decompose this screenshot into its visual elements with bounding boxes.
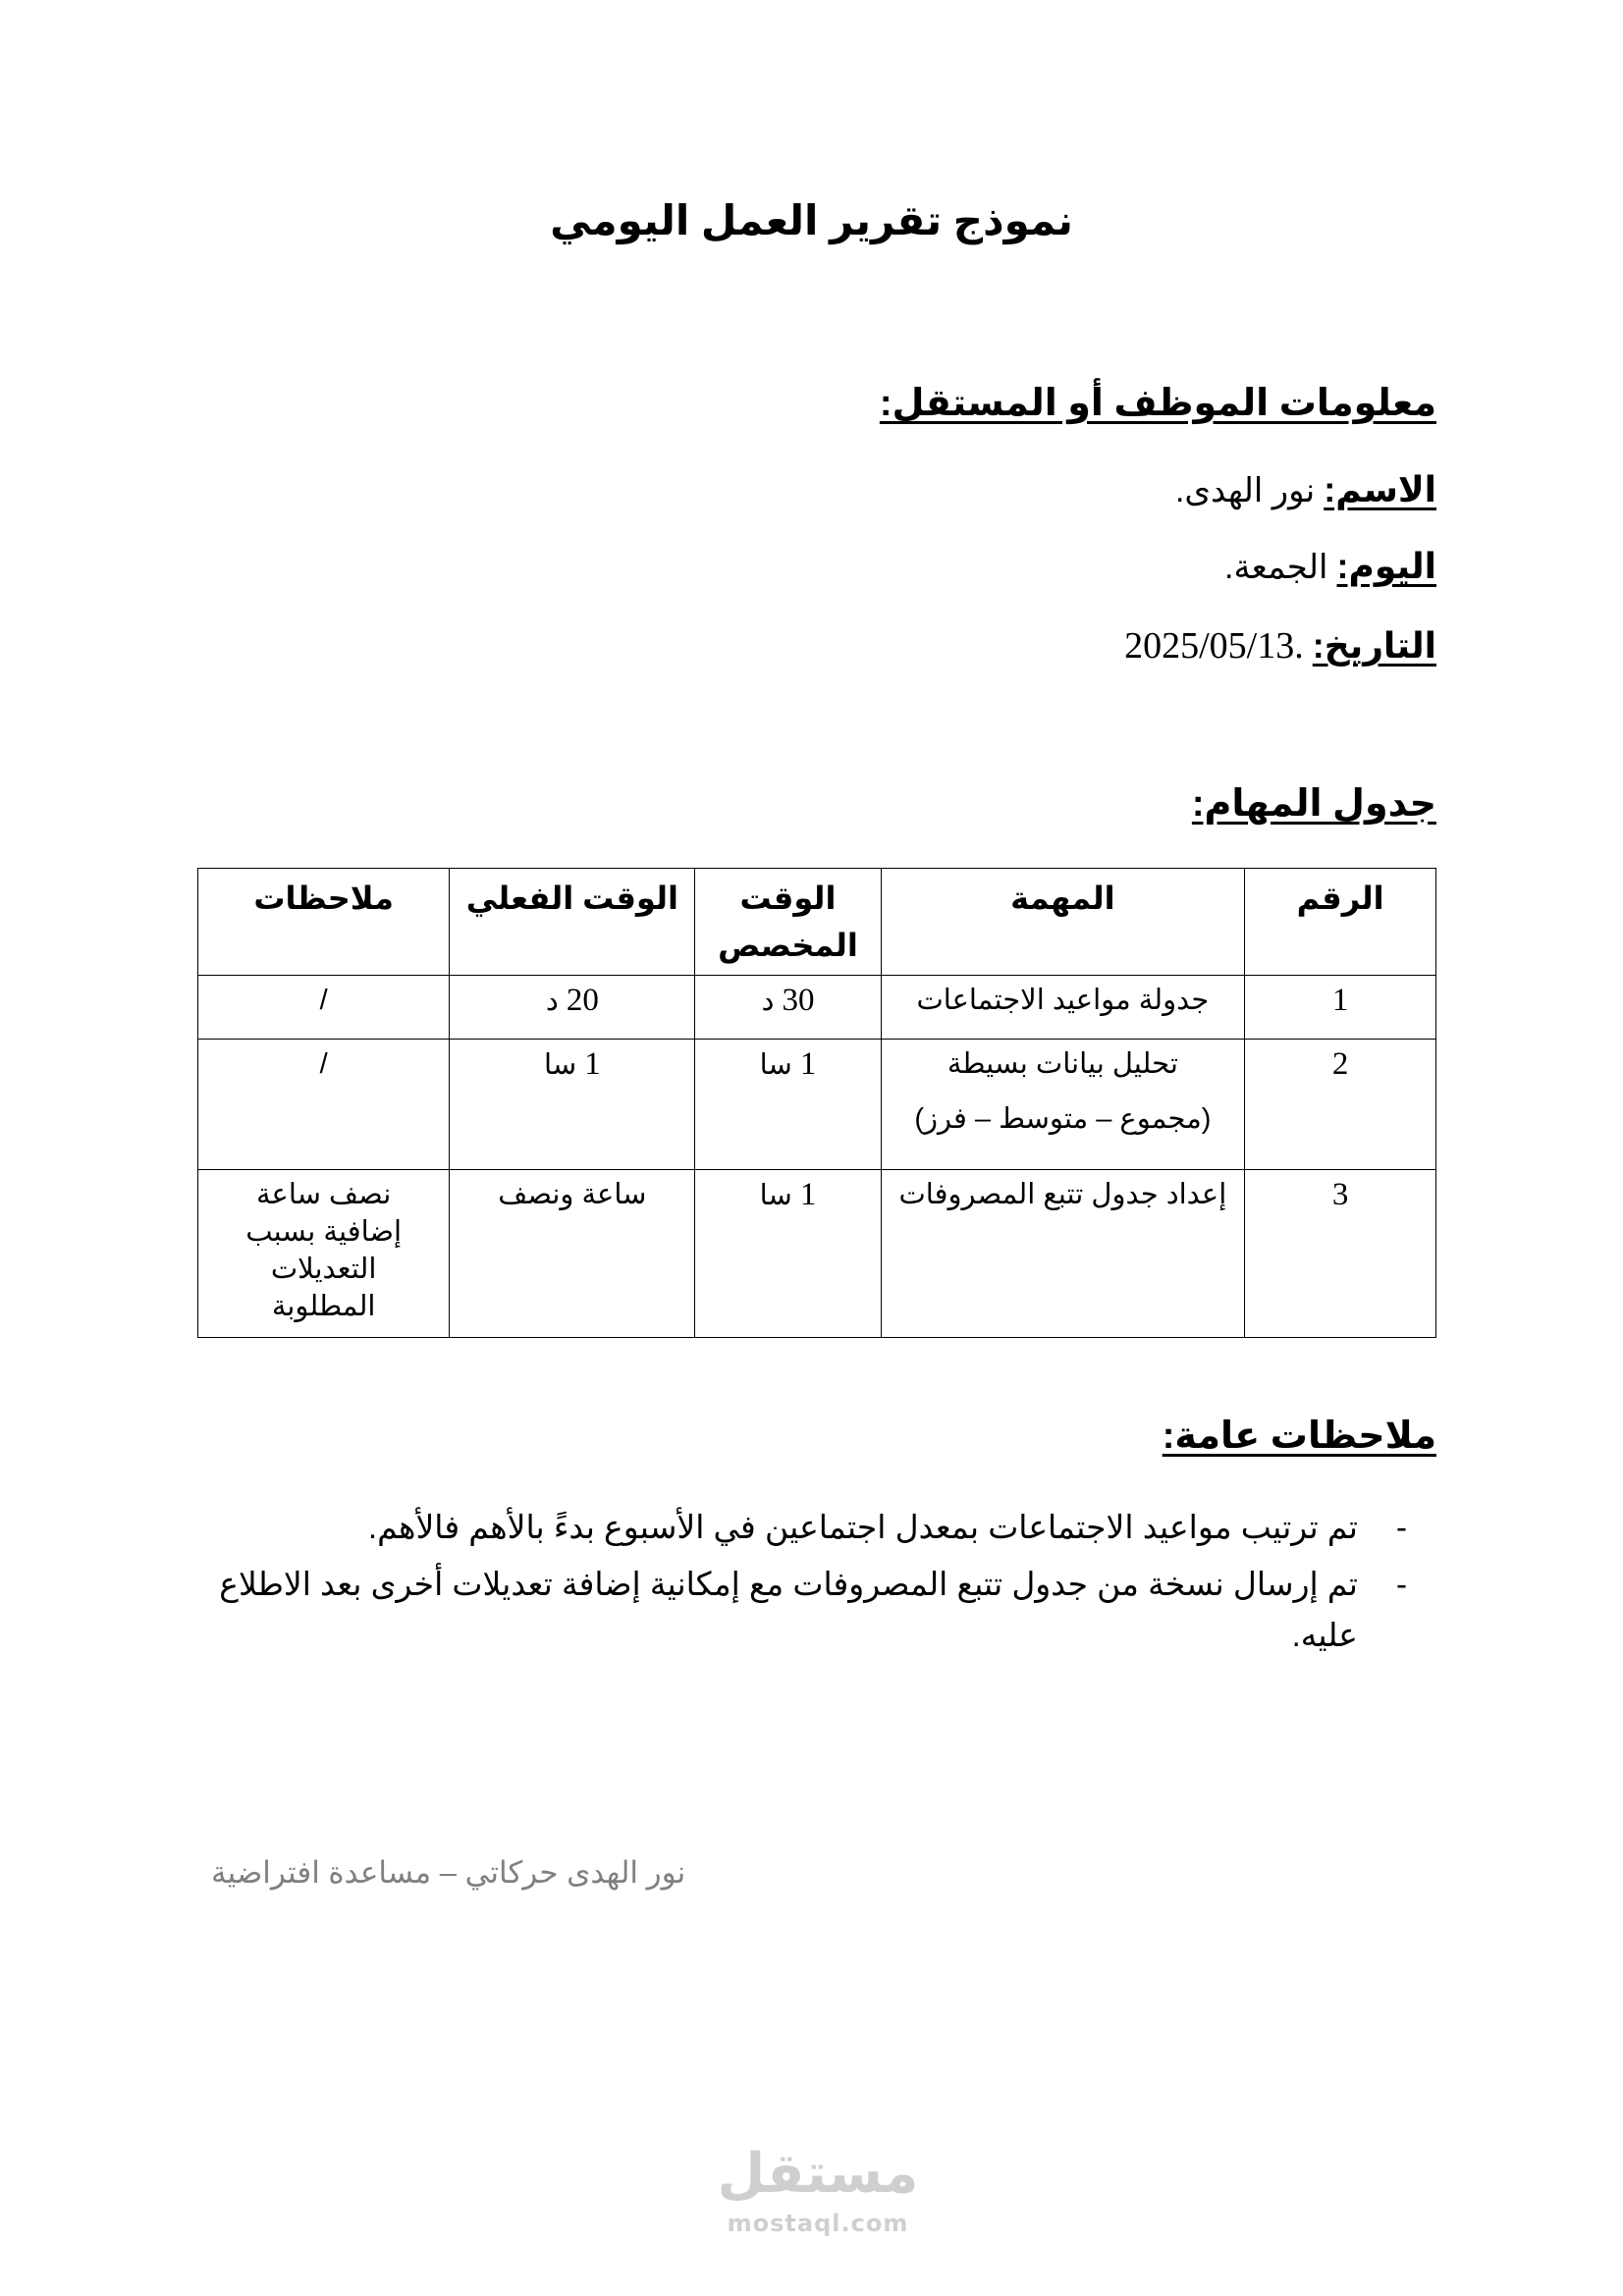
cell-task — [881, 1040, 1245, 1170]
header-actual-time: الوقت الفعلي — [450, 869, 695, 976]
note-text: تم إرسال نسخة من جدول تتبع المصروفات مع إمكانية إضافة تعديلات أخرى بعد الاطلاع عليه. — [219, 1566, 1358, 1653]
task-line1: تحليل بيانات بسيطة — [947, 1048, 1178, 1080]
table-row — [198, 976, 1436, 1040]
tasks-heading: جدول المهام: — [1191, 783, 1436, 825]
table-row — [198, 1040, 1436, 1170]
header-notes: ملاحظات — [198, 869, 450, 976]
table-header-row — [198, 869, 1436, 976]
header-allocated-line1: الوقت — [739, 881, 837, 916]
header-task: المهمة — [881, 869, 1245, 976]
day-value: الجمعة. — [1224, 549, 1328, 586]
cell-actual: ساعة ونصف — [450, 1170, 695, 1338]
bullet-dash: - — [1396, 1566, 1407, 1602]
name-label: الاسم: — [1324, 469, 1436, 509]
allocated-number: 30 — [782, 983, 815, 1018]
list-item — [199, 1502, 1407, 1553]
cell-task: إعداد جدول تتبع المصروفات — [881, 1170, 1245, 1338]
actual-unit: سا — [543, 1049, 577, 1081]
day-label: اليوم: — [1336, 546, 1436, 586]
cell-actual — [450, 976, 695, 1040]
bullet-dash: - — [1396, 1509, 1407, 1545]
allocated-number: 1 — [799, 1046, 817, 1082]
tasks-table — [197, 868, 1436, 1338]
cell-allocated — [695, 1040, 881, 1170]
allocated-unit: د — [761, 986, 775, 1017]
name-value: نور الهدى. — [1174, 472, 1316, 509]
name-line — [1175, 469, 1436, 510]
cell-task: جدولة مواعيد الاجتماعات — [881, 976, 1245, 1040]
cell-notes: نصف ساعة إضافية بسبب التعديلات المطلوبة — [198, 1170, 450, 1338]
cell-allocated — [695, 976, 881, 1040]
allocated-unit: سا — [759, 1049, 792, 1081]
header-allocated-time — [695, 869, 881, 976]
actual-number: 1 — [584, 1046, 601, 1082]
header-number: الرقم — [1245, 869, 1436, 976]
employee-info-heading: معلومات الموظف أو المستقل: — [879, 383, 1436, 424]
general-notes-list — [199, 1502, 1407, 1667]
allocated-number: 1 — [799, 1177, 817, 1212]
allocated-unit: سا — [759, 1180, 792, 1211]
task-line2: (مجموع – متوسط – فرز) — [914, 1103, 1212, 1135]
page-title: نموذج تقرير العمل اليومي — [550, 197, 1073, 243]
cell-notes: / — [198, 1040, 450, 1170]
cell-allocated — [695, 1170, 881, 1338]
date-value: 2025/05/13. — [1124, 625, 1304, 667]
row-number: 2 — [1331, 1046, 1349, 1082]
actual-unit: د — [545, 986, 559, 1017]
table-row — [198, 1170, 1436, 1338]
header-allocated-line2: المخصص — [718, 928, 858, 963]
watermark-latin: mostaql.com — [727, 2210, 909, 2237]
cell-number — [1245, 1170, 1436, 1338]
list-item — [199, 1559, 1407, 1661]
actual-number: 20 — [566, 983, 599, 1018]
cell-notes: / — [198, 976, 450, 1040]
cell-number — [1245, 1040, 1436, 1170]
date-line — [1124, 624, 1436, 667]
day-line — [1224, 546, 1436, 587]
row-number: 1 — [1331, 983, 1349, 1018]
mostaql-watermark — [715, 2140, 921, 2258]
row-number: 3 — [1331, 1177, 1349, 1212]
date-label: التاريخ: — [1312, 625, 1436, 666]
note-text: تم ترتيب مواعيد الاجتماعات بمعدل اجتماعين في الأسبوع بدءً بالأهم فالأهم. — [367, 1509, 1358, 1545]
signature-line: نور الهدى حركاتي – مساعدة افتراضية — [211, 1855, 686, 1890]
watermark-arabic: مستقل — [717, 2142, 919, 2206]
cell-actual — [450, 1040, 695, 1170]
general-notes-heading: ملاحظات عامة: — [1162, 1415, 1436, 1457]
cell-number — [1245, 976, 1436, 1040]
